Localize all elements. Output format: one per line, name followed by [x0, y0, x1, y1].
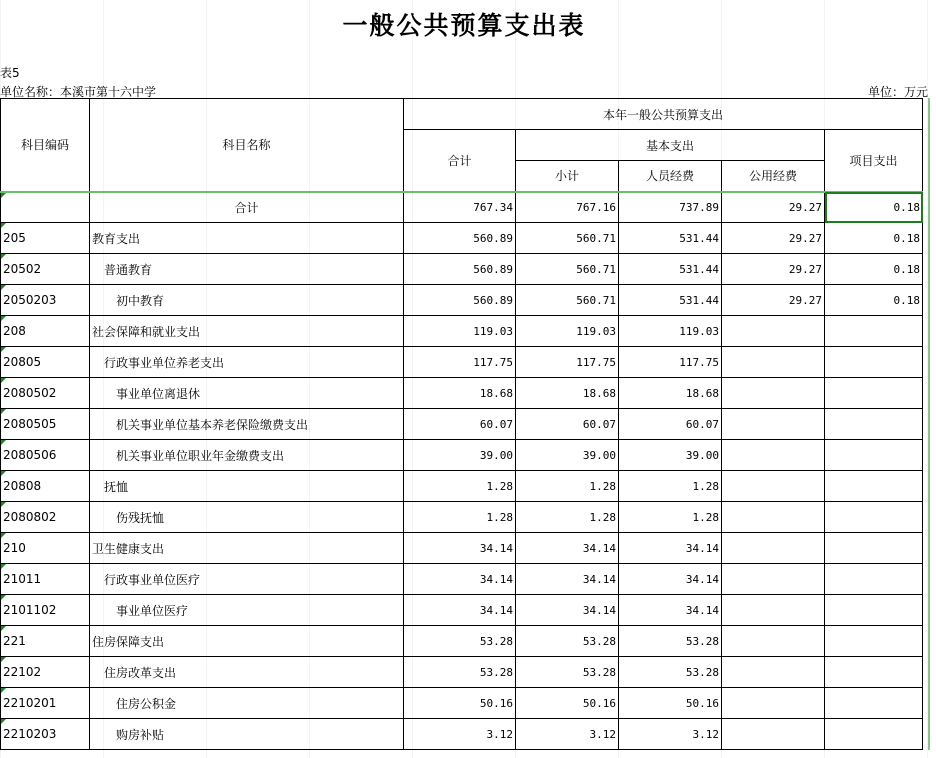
cell-subtotal[interactable]: 117.75 — [516, 347, 619, 378]
cell-code[interactable]: 2210203 — [1, 719, 90, 750]
cell-code[interactable]: 2080506 — [1, 440, 90, 471]
cell-project[interactable] — [825, 564, 923, 595]
cell-code[interactable]: 21011 — [1, 564, 90, 595]
cell-total[interactable]: 60.07 — [404, 409, 516, 440]
cell-code[interactable]: 221 — [1, 626, 90, 657]
cell-name[interactable]: 社会保障和就业支出 — [90, 316, 404, 347]
cell-code[interactable]: 2080802 — [1, 502, 90, 533]
cell-code[interactable]: 20805 — [1, 347, 90, 378]
cell-public[interactable] — [722, 502, 825, 533]
cell-name[interactable]: 合计 — [90, 192, 404, 223]
cell-project[interactable] — [825, 688, 923, 719]
cell-public[interactable] — [722, 316, 825, 347]
table-row — [1, 595, 923, 626]
cell-name[interactable]: 卫生健康支出 — [90, 533, 404, 564]
cell-project[interactable]: 0.18 — [825, 192, 923, 223]
header-project[interactable]: 项目支出 — [825, 130, 923, 192]
cell-project[interactable] — [825, 378, 923, 409]
cell-name[interactable]: 机关事业单位基本养老保险缴费支出 — [90, 409, 404, 440]
header-code[interactable]: 科目编码 — [1, 99, 90, 192]
table-row — [1, 626, 923, 657]
cell-name[interactable]: 普通教育 — [90, 254, 404, 285]
header-subtotal[interactable]: 小计 — [516, 161, 619, 192]
table-row — [1, 502, 923, 533]
cell-project[interactable] — [825, 626, 923, 657]
cell-name[interactable]: 住房改革支出 — [90, 657, 404, 688]
cell-total[interactable]: 3.12 — [404, 719, 516, 750]
table-row — [1, 192, 923, 223]
cell-personnel[interactable]: 117.75 — [619, 347, 722, 378]
cell-code[interactable]: 2080505 — [1, 409, 90, 440]
table-row — [1, 440, 923, 471]
cell-project[interactable] — [825, 502, 923, 533]
cell-public[interactable]: 29.27 — [722, 254, 825, 285]
cell-project[interactable]: 0.18 — [825, 254, 923, 285]
table-row — [1, 719, 923, 750]
cell-public[interactable]: 29.27 — [722, 192, 825, 223]
cell-personnel[interactable]: 531.44 — [619, 223, 722, 254]
table-row — [1, 409, 923, 440]
cell-code[interactable]: 205 — [1, 223, 90, 254]
cell-subtotal[interactable]: 53.28 — [516, 626, 619, 657]
cell-code[interactable]: 20808 — [1, 471, 90, 502]
cell-personnel[interactable]: 53.28 — [619, 626, 722, 657]
table-row — [1, 223, 923, 254]
cell-subtotal[interactable]: 119.03 — [516, 316, 619, 347]
budget-table — [0, 98, 923, 750]
cell-public[interactable] — [722, 533, 825, 564]
table-row — [1, 564, 923, 595]
table-row — [1, 378, 923, 409]
cell-project[interactable] — [825, 347, 923, 378]
cell-public[interactable] — [722, 595, 825, 626]
cell-total[interactable]: 1.28 — [404, 471, 516, 502]
cell-public[interactable] — [722, 409, 825, 440]
cell-subtotal[interactable]: 34.14 — [516, 533, 619, 564]
cell-code[interactable]: 2080502 — [1, 378, 90, 409]
cell-name[interactable]: 初中教育 — [90, 285, 404, 316]
cell-public[interactable] — [722, 688, 825, 719]
cell-subtotal[interactable]: 3.12 — [516, 719, 619, 750]
cell-total[interactable]: 1.28 — [404, 502, 516, 533]
cell-total[interactable]: 39.00 — [404, 440, 516, 471]
cell-name[interactable]: 机关事业单位职业年金缴费支出 — [90, 440, 404, 471]
page-title: 一般公共预算支出表 — [342, 11, 586, 40]
cell-project[interactable] — [825, 533, 923, 564]
cell-personnel[interactable]: 3.12 — [619, 719, 722, 750]
cell-subtotal[interactable]: 50.16 — [516, 688, 619, 719]
cell-name[interactable]: 行政事业单位养老支出 — [90, 347, 404, 378]
table-row — [1, 688, 923, 719]
table-number: 表5 — [0, 66, 20, 80]
cell-personnel[interactable]: 737.89 — [619, 192, 722, 223]
cell-public[interactable] — [722, 564, 825, 595]
table-row — [1, 657, 923, 688]
cell-total[interactable]: 18.68 — [404, 378, 516, 409]
cell-total[interactable]: 34.14 — [404, 595, 516, 626]
cell-total[interactable]: 34.14 — [404, 564, 516, 595]
cell-subtotal[interactable]: 39.00 — [516, 440, 619, 471]
cell-subtotal[interactable]: 53.28 — [516, 657, 619, 688]
cell-total[interactable]: 117.75 — [404, 347, 516, 378]
cell-project[interactable] — [825, 657, 923, 688]
cell-subtotal[interactable]: 1.28 — [516, 502, 619, 533]
cell-name[interactable]: 事业单位离退休 — [90, 378, 404, 409]
cell-project[interactable] — [825, 409, 923, 440]
cell-total[interactable]: 767.34 — [404, 192, 516, 223]
cell-total[interactable]: 119.03 — [404, 316, 516, 347]
cell-total[interactable]: 50.16 — [404, 688, 516, 719]
cell-total[interactable]: 53.28 — [404, 657, 516, 688]
cell-name[interactable]: 伤残抚恤 — [90, 502, 404, 533]
cell-name[interactable]: 住房保障支出 — [90, 626, 404, 657]
cell-code[interactable]: 22102 — [1, 657, 90, 688]
cell-name[interactable]: 教育支出 — [90, 223, 404, 254]
cell-name[interactable]: 抚恤 — [90, 471, 404, 502]
cell-project[interactable] — [825, 719, 923, 750]
cell-code[interactable]: 210 — [1, 533, 90, 564]
cell-subtotal[interactable]: 60.07 — [516, 409, 619, 440]
cell-name[interactable]: 购房补贴 — [90, 719, 404, 750]
cell-name[interactable]: 住房公积金 — [90, 688, 404, 719]
cell-code[interactable]: 2101102 — [1, 595, 90, 626]
header-public[interactable]: 公用经费 — [722, 161, 825, 192]
cell-total[interactable]: 560.89 — [404, 285, 516, 316]
cell-subtotal[interactable]: 560.71 — [516, 254, 619, 285]
cell-project[interactable]: 0.18 — [825, 223, 923, 254]
cell-public[interactable] — [722, 471, 825, 502]
cell-public[interactable] — [722, 378, 825, 409]
cell-name[interactable]: 事业单位医疗 — [90, 595, 404, 626]
cell-total[interactable]: 34.14 — [404, 533, 516, 564]
cell-public[interactable] — [722, 626, 825, 657]
cell-subtotal[interactable]: 560.71 — [516, 285, 619, 316]
cell-personnel[interactable]: 18.68 — [619, 378, 722, 409]
table-row — [1, 285, 923, 316]
cell-code[interactable]: 20502 — [1, 254, 90, 285]
cell-project[interactable] — [825, 471, 923, 502]
cell-project[interactable]: 0.18 — [825, 285, 923, 316]
header-name[interactable]: 科目名称 — [90, 99, 404, 192]
unit-label: 单位：万元 — [867, 85, 928, 99]
cell-public[interactable] — [722, 440, 825, 471]
sheet-right-edge — [928, 98, 930, 750]
header-group[interactable]: 本年一般公共预算支出 — [404, 99, 923, 130]
cell-personnel[interactable]: 34.14 — [619, 533, 722, 564]
unit-name: 单位名称：本溪市第十六中学 — [0, 85, 157, 99]
cell-subtotal[interactable]: 34.14 — [516, 595, 619, 626]
table-row — [1, 316, 923, 347]
cell-personnel[interactable]: 34.14 — [619, 595, 722, 626]
cell-project[interactable] — [825, 440, 923, 471]
cell-personnel[interactable]: 60.07 — [619, 409, 722, 440]
cell-subtotal[interactable]: 560.71 — [516, 223, 619, 254]
cell-name[interactable]: 行政事业单位医疗 — [90, 564, 404, 595]
table-row — [1, 347, 923, 378]
cell-code[interactable]: 2050203 — [1, 285, 90, 316]
cell-public[interactable] — [722, 719, 825, 750]
table-row — [1, 254, 923, 285]
header-total[interactable]: 合计 — [404, 130, 516, 192]
cell-public[interactable]: 29.27 — [722, 285, 825, 316]
table-row — [1, 533, 923, 564]
header-basic[interactable]: 基本支出 — [516, 130, 825, 161]
cell-subtotal[interactable]: 767.16 — [516, 192, 619, 223]
cell-subtotal[interactable]: 34.14 — [516, 564, 619, 595]
table-row — [1, 471, 923, 502]
cell-personnel[interactable]: 1.28 — [619, 502, 722, 533]
cell-total[interactable]: 560.89 — [404, 223, 516, 254]
cell-public[interactable] — [722, 657, 825, 688]
cell-project[interactable] — [825, 595, 923, 626]
cell-project[interactable] — [825, 316, 923, 347]
cell-personnel[interactable]: 39.00 — [619, 440, 722, 471]
cell-public[interactable]: 29.27 — [722, 223, 825, 254]
cell-public[interactable] — [722, 347, 825, 378]
header-personnel[interactable]: 人员经费 — [619, 161, 722, 192]
cell-personnel[interactable]: 1.28 — [619, 471, 722, 502]
cell-subtotal[interactable]: 1.28 — [516, 471, 619, 502]
cell-total[interactable]: 560.89 — [404, 254, 516, 285]
cell-personnel[interactable]: 53.28 — [619, 657, 722, 688]
cell-personnel[interactable]: 50.16 — [619, 688, 722, 719]
cell-personnel[interactable]: 531.44 — [619, 285, 722, 316]
cell-personnel[interactable]: 531.44 — [619, 254, 722, 285]
cell-personnel[interactable]: 34.14 — [619, 564, 722, 595]
cell-personnel[interactable]: 119.03 — [619, 316, 722, 347]
cell-code[interactable] — [1, 192, 90, 223]
cell-code[interactable]: 208 — [1, 316, 90, 347]
cell-code[interactable]: 2210201 — [1, 688, 90, 719]
cell-total[interactable]: 53.28 — [404, 626, 516, 657]
cell-subtotal[interactable]: 18.68 — [516, 378, 619, 409]
